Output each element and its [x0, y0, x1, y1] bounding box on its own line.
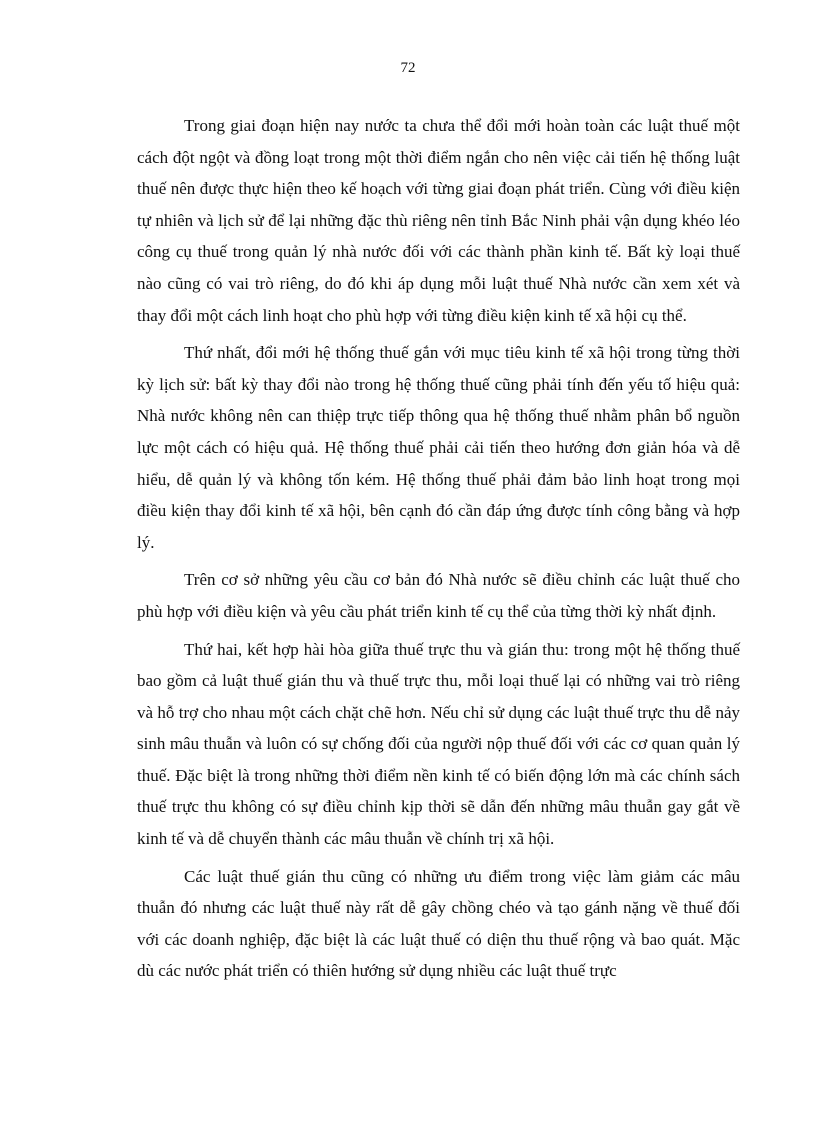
page-number: 72 [400, 60, 416, 76]
paragraph-3: Trên cơ sở những yêu cầu cơ bản đó Nhà nước sẽ điều chỉnh các luật thuế cho phù hợp với điều kiện và yêu cầu phát triển kinh tế cụ thể của từng thời kỳ nhất định. [137, 570, 740, 621]
paragraph-2: Thứ nhất, đổi mới hệ thống thuế gắn với mục tiêu kinh tế xã hội trong từng thời kỳ lịch sử: bất kỳ thay đổi nào trong hệ thống thuế cũng phải tính đến yếu tố hiệu quả: Nhà nước không nên can thiệp trực tiếp thông qua hệ thống thuế nhằm phân bổ nguồn lực một cách có hiệu quả. Hệ thống thuế phải cải tiến theo hướng đơn giản hóa và dễ hiểu, dễ quản lý và không tốn kém. Hệ thống thuế phải đảm bảo linh hoạt trong mọi điều kiện thay đổi kinh tế xã hội, bên cạnh đó cần đáp ứng được tính công bằng và hợp lý. [137, 343, 740, 552]
paragraph-1: Trong giai đoạn hiện nay nước ta chưa thể đổi mới hoàn toàn các luật thuế một cách đột ngột và đồng loạt trong một thời điểm ngắn cho nên việc cải tiến hệ thống luật thuế nên được thực hiện theo kế hoạch với từng giai đoạn phát triển. Cùng với điều kiện tự nhiên và lịch sử để lại những đặc thù riêng nên tỉnh Bắc Ninh phải vận dụng khéo léo công cụ thuế trong quản lý nhà nước đối với các thành phần kinh tế. Bất kỳ loại thuế nào cũng có vai trò riêng, do đó khi áp dụng mỗi luật thuế Nhà nước cần xem xét và thay đổi một cách linh hoạt cho phù hợp với từng điều kiện kinh tế xã hội cụ thể. [137, 116, 740, 325]
document-body [137, 110, 740, 993]
paragraph-4: Thứ hai, kết hợp hài hòa giữa thuế trực thu và gián thu: trong một hệ thống thuế bao gồm cả luật thuế gián thu và thuế trực thu, mỗi loại thuế lại có những vai trò riêng và hỗ trợ cho nhau một cách chặt chẽ hơn. Nếu chỉ sử dụng các luật thuế trực thu dễ nảy sinh mâu thuẫn và luôn có sự chống đối của người nộp thuế đối với các cơ quan quản lý thuế. Đặc biệt là trong những thời điểm nền kinh tế có biến động lớn mà các chính sách thuế trực thu không có sự điều chỉnh kịp thời sẽ dẫn đến những mâu thuẫn gay gắt về kinh tế và dễ chuyển thành các mâu thuẫn về chính trị xã hội. [137, 639, 740, 849]
paragraph-5: Các luật thuế gián thu cũng có những ưu điểm trong việc làm giảm các mâu thuẫn đó nhưng các luật thuế này rất dễ gây chồng chéo và tạo gánh nặng về thuế đối với các doanh nghiệp, đặc biệt là các luật thuế có diện thu thuế rộng và bao quát. Mặc dù các nước phát triển có thiên hướng sử dụng nhiều các luật thuế trực [137, 866, 740, 981]
